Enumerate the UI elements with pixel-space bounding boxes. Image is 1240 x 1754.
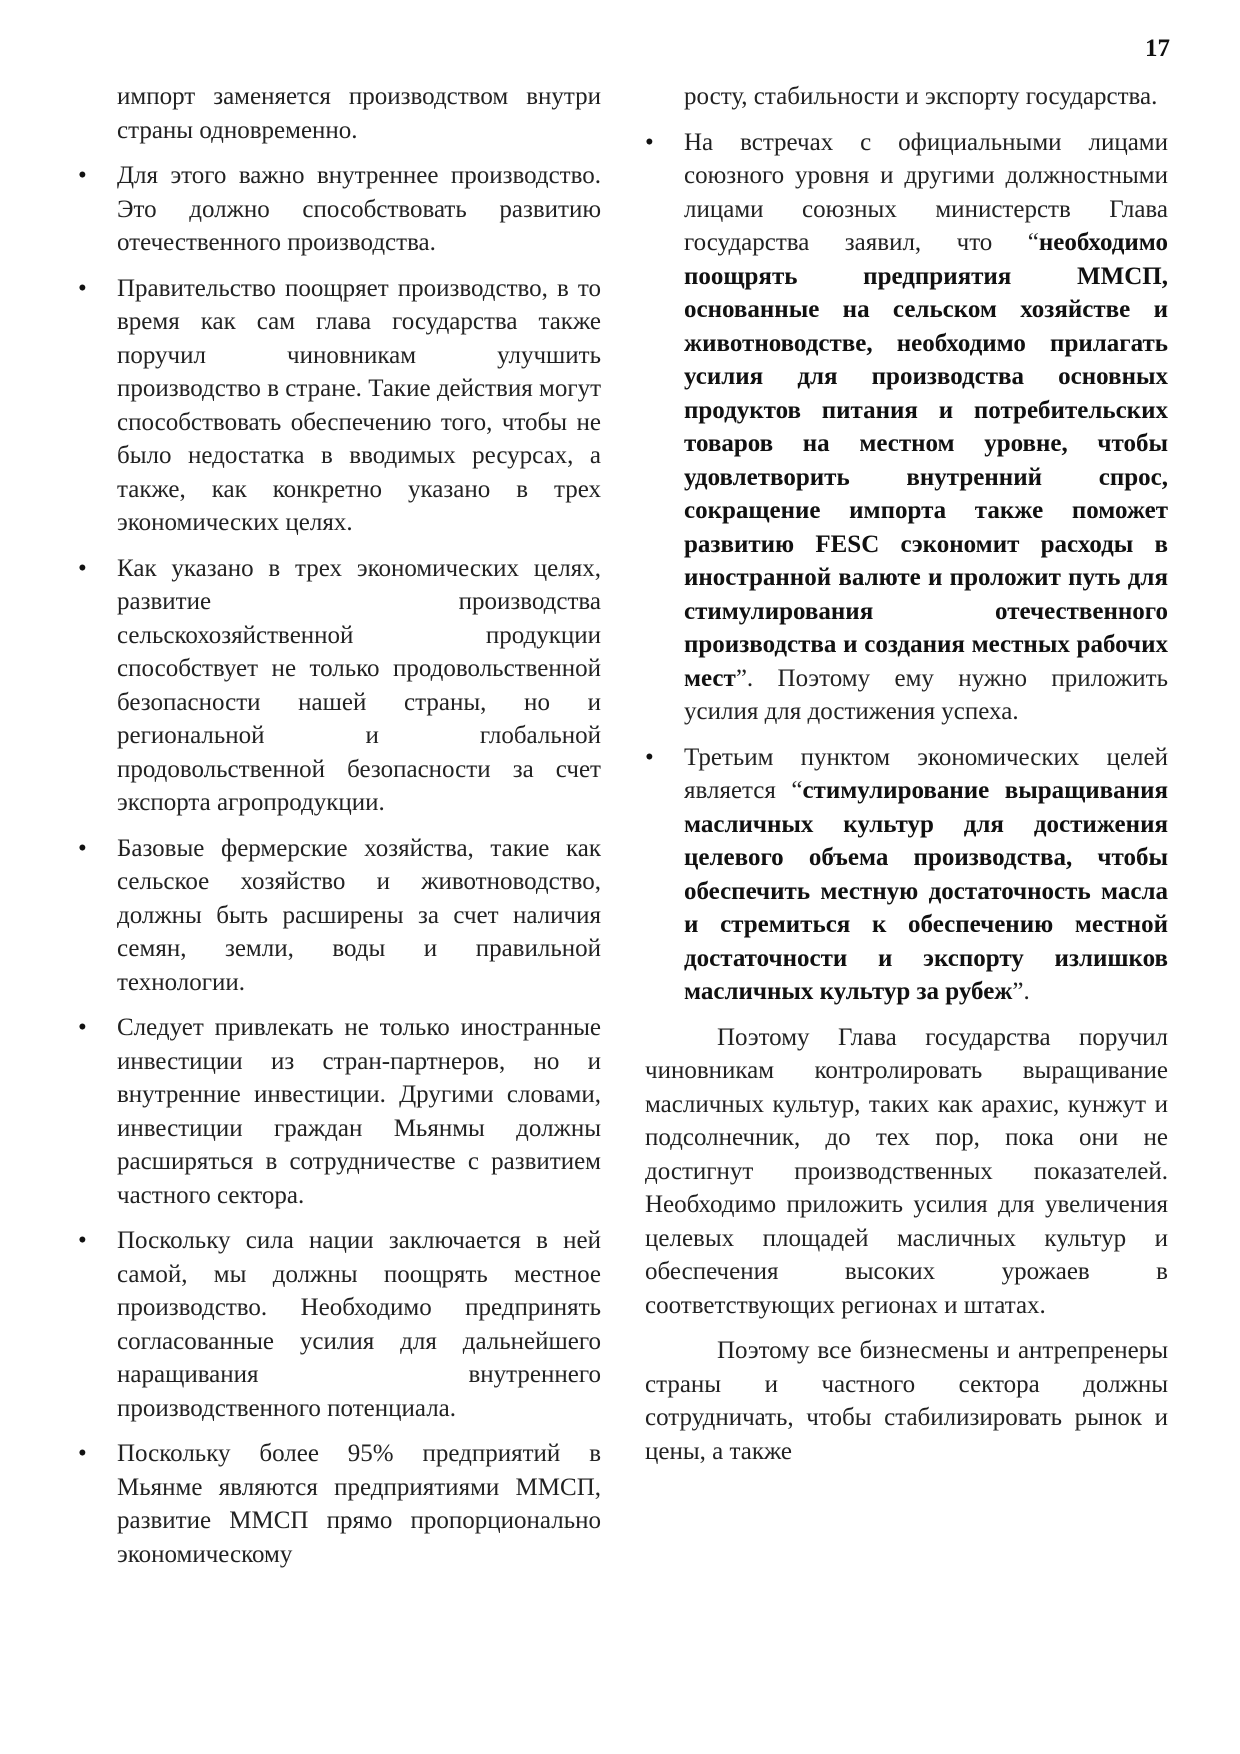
list-item: • Поскольку более 95% предприятий в Мьянме являются предприятиями ММСП, развитие ММСП прямо пропорционально экономическому (78, 1437, 601, 1571)
body-paragraph: Поэтому Глава государства поручил чиновникам контролировать выращивание масличных культур, таких как арахис, кунжут и подсолнечник, до тех пор, пока они не достигнут производственных показателей. Необходимо приложить усилия для увеличения целевых площадей масличных культур и обеспечения высоких урожаев в соответствующих регионах и штатах. (645, 1023, 1168, 1319)
page-number: 17 (1145, 35, 1170, 62)
left-continuation-text: импорт заменяется производством внутри страны одновременно. (117, 83, 601, 144)
list-item: • Как указано в трех экономических целях, развитие производства сельскохозяйственной продукции способствует не только продовольственной безопасности нашей страны, но и региональной и глобальной продовольственной безопасности за счет экспорта агропродукции. (78, 552, 601, 820)
list-item: • Базовые фермерские хозяйства, такие как сельское хозяйство и животноводство, должны быть расширены за счет наличия семян, земли, воды и правильной технологии. (78, 832, 601, 1000)
body-paragraph: Поэтому все бизнесмены и антрепренеры страны и частного сектора должны сотрудничать, чтобы стабилизировать рынок и цены, а также (645, 1337, 1168, 1465)
right-bullet-list (645, 126, 1168, 1009)
list-item: • Поскольку сила нации заключается в ней самой, мы должны поощрять местное производство. Необходимо предпринять согласованные усилия для дальнейшего наращивания внутреннего производственного потенциала. (78, 1224, 601, 1425)
right-continuation-text: росту, стабильности и экспорту государства. (684, 83, 1158, 110)
right-column (645, 80, 1168, 1480)
bold-quote: необходимо поощрять предприятия ММСП, основанные на сельском хозяйстве и животноводстве, необходимо прилагать усилия для производства основных продуктов питания и потребительских товаров на местном уровне, чтобы удовлетворить внутренний спрос, сокращение импорта также поможет развитию FESC сэкономит расходы в иностранной валюте и проложит путь для стимулирования отечественного производства и создания местных рабочих мест (684, 229, 1168, 692)
quote-intro: На встречах с официальными лицами союзного уровня и другими должностными лицами союзных министерств Глава государства заявил, что “ (684, 128, 1168, 256)
list-item: • Для этого важно внутреннее производство. Это должно способствовать развитию отечественного производства. (78, 159, 601, 260)
left-bullet-list (78, 159, 601, 1571)
quote-outro: ”. (1012, 978, 1030, 1005)
quote-intro: Третьим пунктом экономических целей является “ (684, 743, 1168, 804)
quote-outro: ”. Поэтому ему нужно приложить усилия для достижения успеха. (684, 664, 1168, 725)
left-column (78, 80, 601, 1583)
list-item: • Следует привлекать не только иностранные инвестиции из стран-партнеров, но и внутренние инвестиции. Другими словами, инвестиции граждан Мьянмы должны расширяться в сотрудничестве с развитием частного сектора. (78, 1011, 601, 1212)
list-item: • Правительство поощряет производство, в то время как сам глава государства также поручил чиновникам улучшить производство в стране. Такие действия могут способствовать обеспечению того, чтобы не было недостатка в вводимых ресурсах, а также, как конкретно указано в трех экономических целях. (78, 272, 601, 540)
list-item (645, 741, 1168, 1009)
bold-quote: стимулирование выращивания масличных культур для достижения целевого объема производства, чтобы обеспечить местную достаточность масла и стремиться к обеспечению местной достаточности и экспорту излишков масличных культур за рубеж (684, 777, 1169, 1005)
list-item (645, 126, 1168, 729)
